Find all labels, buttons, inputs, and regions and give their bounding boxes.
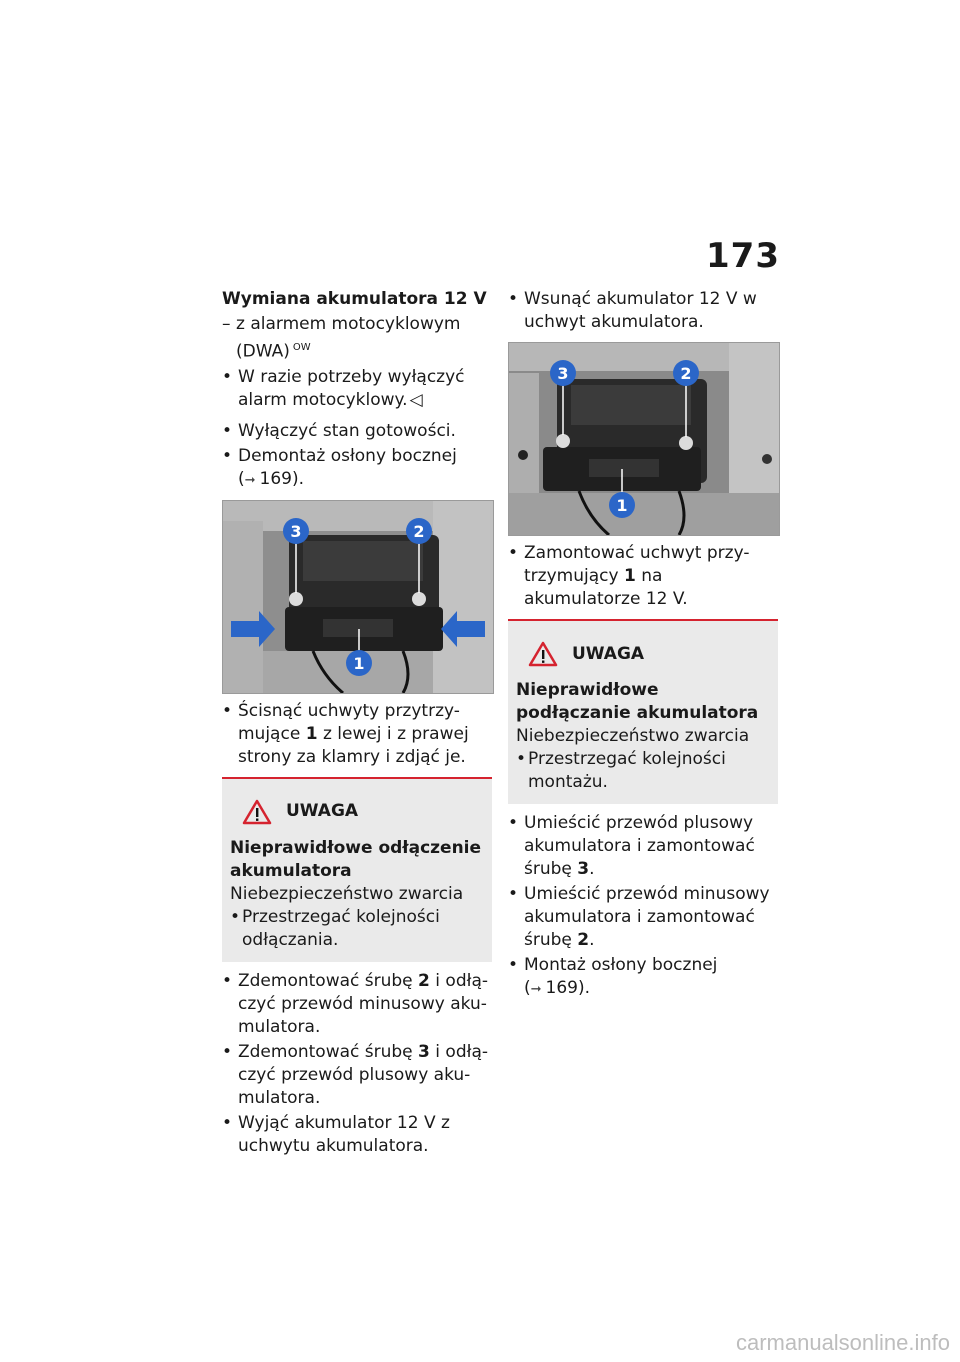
- warning-text: Niebezpieczeństwo zwarcia: [230, 883, 464, 904]
- step-cover-remove: • Demontaż osłony bocznej (➞ 169).: [222, 445, 492, 492]
- step-screw-2: [222, 970, 492, 1039]
- bullet: •: [222, 700, 233, 721]
- callout-2: 2: [680, 364, 692, 383]
- warning-subtitle: Nieprawidłowe odłączenie akumulatora: [230, 837, 482, 881]
- step-cover-mount: • Montaż osłony bocznej (➞ 169).: [508, 954, 778, 1001]
- bullet: •: [222, 445, 233, 466]
- warning-triangle-icon: [242, 799, 272, 825]
- step-screw-3-b: i odłą-czyć przewód plusowy aku-mulatora.: [238, 1041, 488, 1108]
- step-minus-text: Umieścić przewód minusowy akumulatora i zamontować śrubę: [524, 884, 770, 950]
- warning-title-row: [528, 641, 770, 667]
- page-ref[interactable]: 169).: [545, 978, 591, 998]
- bullet: •: [508, 884, 519, 904]
- step-ready-text: Wyłączyć stan gotowości.: [238, 420, 456, 441]
- ref-1: 1: [623, 566, 636, 586]
- step-screw-3-a: Zdemontować śrubę: [238, 1041, 413, 1062]
- page-ref[interactable]: 169).: [259, 468, 305, 489]
- dash-mark: –: [222, 314, 231, 334]
- ref-1: 1: [305, 723, 318, 744]
- step-remove-battery-text: Wyjąć akumulator 12 V z uchwytu akumulatora.: [238, 1112, 450, 1156]
- bullet: •: [508, 289, 519, 309]
- battery-photo-right: [508, 342, 780, 536]
- bullet: •: [222, 366, 233, 387]
- step-press-b: z lewej i z prawej strony za klamry i zdjąć je.: [238, 723, 469, 767]
- bullet: •: [222, 970, 233, 991]
- callout-2: 2: [413, 521, 425, 541]
- step-mount-b: na akumulatorze 12 V.: [524, 566, 688, 609]
- warning-title: UWAGA: [572, 643, 645, 664]
- page-ref-arrow-icon[interactable]: ➞: [530, 982, 542, 997]
- right-column: [508, 288, 778, 1003]
- left-column: [222, 288, 492, 1160]
- warning-item: [230, 906, 484, 952]
- step-alarm: [222, 366, 492, 412]
- bullet: •: [222, 1112, 233, 1133]
- warning-text: Niebezpieczeństwo zwarcia: [516, 726, 750, 746]
- bullet: •: [516, 749, 527, 769]
- step-screw-3: [222, 1041, 492, 1110]
- section-heading: Wymiana akumulatora 12 V: [222, 289, 487, 309]
- bullet: •: [222, 420, 233, 441]
- watermark: carmanualsonline.info: [735, 1330, 950, 1355]
- callout-3: 3: [557, 364, 569, 383]
- bullet: •: [508, 543, 519, 563]
- step-insert: [508, 288, 778, 334]
- step-plus-text: Umieścić przewód plusowy akumulatora i zamontować śrubę: [524, 813, 755, 879]
- warning-title: UWAGA: [286, 801, 359, 822]
- ref-2: 2: [577, 930, 590, 950]
- ref-3: 3: [418, 1041, 430, 1062]
- condition-item: [222, 313, 492, 364]
- step-screw-2-b: i odłą-czyć przewód minusowy aku-mulatora.: [238, 970, 488, 1037]
- step-screw-2-a: Zdemontować śrubę: [238, 970, 413, 991]
- warning-item-text: Przestrzegać kolejności odłączania.: [242, 906, 440, 950]
- step-press: [222, 700, 492, 769]
- callout-1: 1: [353, 653, 365, 673]
- warning-subtitle: Nieprawidłowe podłączanie akumulatora: [516, 680, 759, 723]
- step-mount-holder: [508, 542, 778, 611]
- warning-item-text: Przestrzegać kolejności montażu.: [528, 749, 726, 792]
- step-plus-cable: • Umieścić przewód plusowy akumulatora i zamontować śrubę 3.: [508, 813, 755, 879]
- bullet: •: [222, 1041, 233, 1062]
- callout-3: 3: [290, 521, 302, 541]
- bullet: •: [508, 955, 519, 975]
- step-cover-remove-text: Demontaż osłony bocznej: [238, 445, 457, 466]
- battery-photo-left: [222, 500, 494, 694]
- step-cover-mount-text: Montaż osłony bocznej: [524, 955, 718, 975]
- step-press-a: Ścisnąć uchwyty przytrzy-mujące: [238, 700, 460, 744]
- ref-3: 3: [577, 859, 590, 879]
- step-alarm-text: W razie potrzeby wyłączyć alarm motocyklowy.: [238, 366, 465, 410]
- step-remove-battery: [222, 1112, 492, 1158]
- warning-triangle-icon: [528, 641, 558, 667]
- end-mark: ◁: [409, 389, 423, 410]
- warning-box-right: [508, 619, 778, 804]
- step-insert-text: Wsunąć akumulator 12 V w uchwyt akumulatora.: [524, 289, 757, 332]
- bullet: •: [230, 906, 241, 927]
- condition-text: z alarmem motocyklowym (DWA): [236, 314, 461, 362]
- ref-2: 2: [418, 970, 430, 991]
- condition-sup: OW: [292, 342, 311, 353]
- page-ref-arrow-icon[interactable]: ➞: [244, 472, 256, 488]
- step-minus-cable: • Umieścić przewód minusowy akumulatora i zamontować śrubę 2.: [508, 884, 770, 950]
- step-mount-a: Zamontować uchwyt przy-trzymujący: [524, 543, 750, 586]
- warning-title-row: [242, 799, 484, 825]
- warning-box-left: [222, 777, 492, 962]
- warning-item: [516, 748, 770, 794]
- callout-1: 1: [616, 496, 628, 515]
- bullet: •: [508, 813, 519, 833]
- page-number: 173: [706, 236, 780, 276]
- step-ready: [222, 420, 492, 443]
